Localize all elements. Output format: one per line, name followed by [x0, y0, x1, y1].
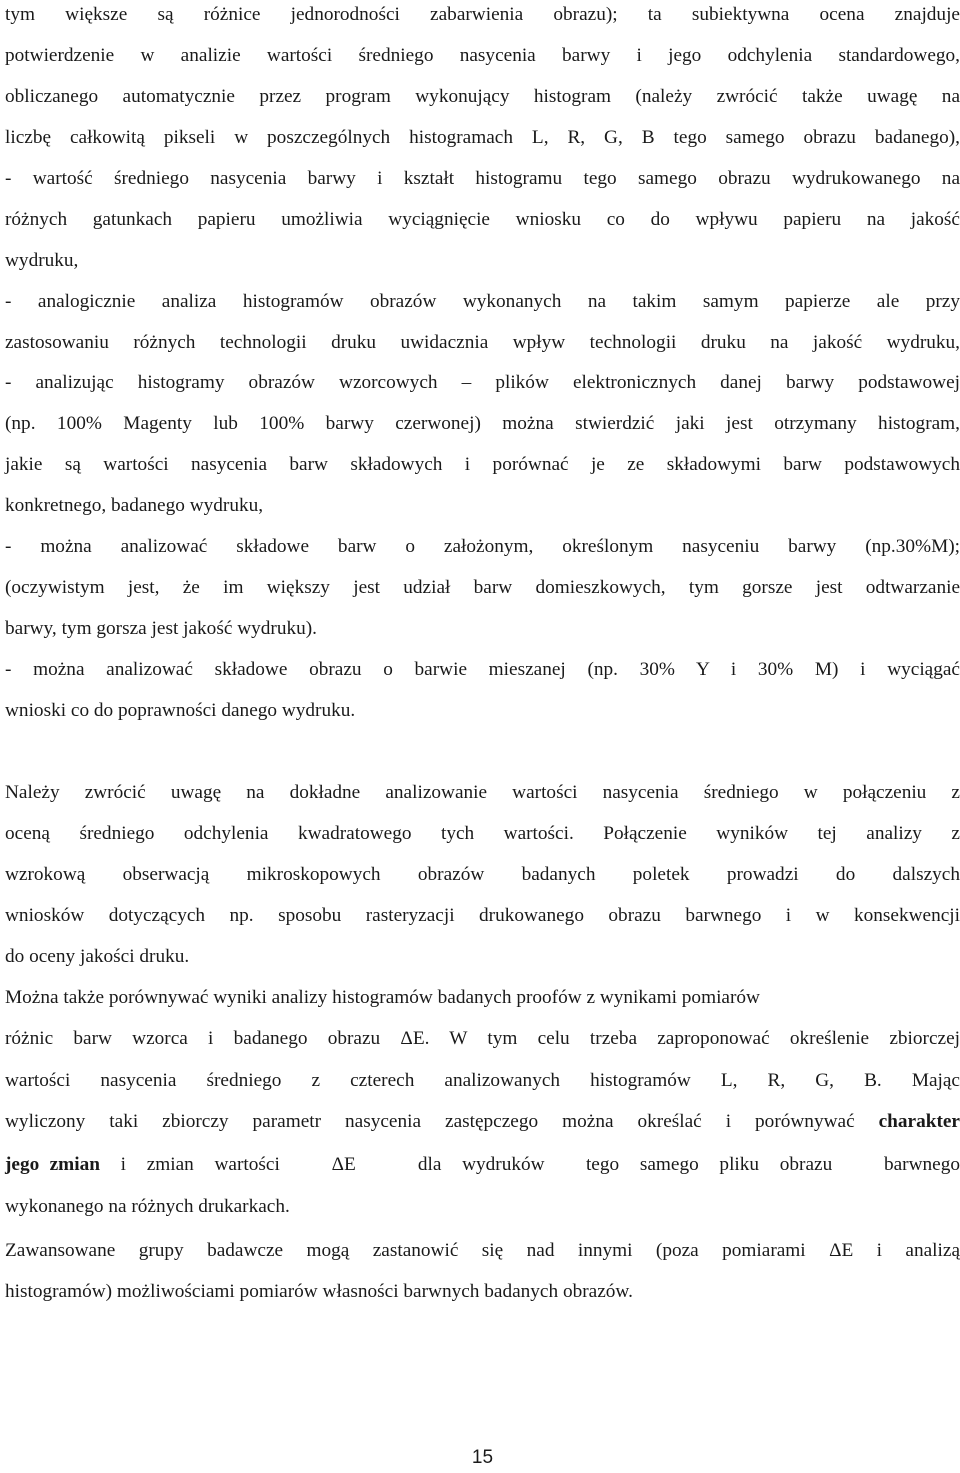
paragraph-line: konkretnego, badanego wydruku, [5, 495, 264, 516]
bold-text: charakter [878, 1111, 960, 1132]
paragraph-line: tym większe są różnice jednorodności zabarwienia obrazu); ta subiektywna ocena znajduje [5, 4, 960, 25]
paragraph-line: - analizując histogramy obrazów wzorcowych – plików elektronicznych danej barwy podstawowej [5, 372, 960, 393]
paragraph-line: (np. 100% Magenty lub 100% barwy czerwonej) można stwierdzić jaki jest otrzymany histogram, [5, 413, 960, 434]
paragraph-line: różnych gatunkach papieru umożliwia wyciągnięcie wniosku co do wpływu papieru na jakość [5, 209, 960, 230]
paragraph-line: różnic barw wzorca i badanego obrazu ΔE. W tym celu trzeba zaproponować określenie zbiorczej [5, 1028, 960, 1049]
paragraph-line-text: i zmian wartości ΔE dla wydruków tego samego pliku obrazu barwnego [99, 1154, 960, 1175]
paragraph-line: Należy zwrócić uwagę na dokładne analizowanie wartości nasycenia średniego w połączeniu z [5, 782, 960, 803]
paragraph-line: do oceny jakości druku. [5, 946, 190, 967]
paragraph-line: barwy, tym gorsza jest jakość wydruku). [5, 618, 317, 639]
document-page [5, 0, 960, 1470]
paragraph-line: histogramów) możliwościami pomiarów własności barwnych badanych obrazów. [5, 1281, 633, 1302]
paragraph-line: wniosków dotyczących np. sposobu rasteryzacji drukowanego obrazu barwnego i w konsekwencji [5, 905, 960, 926]
page-number: 15 [471, 1447, 494, 1468]
paragraph-line: wartości nasycenia średniego z czterech analizowanych histogramów L, R, G, B. Mając [5, 1070, 960, 1091]
paragraph-line: (oczywistym jest, że im większy jest udział barw domieszkowych, tym gorsze jest odtwarzanie [5, 577, 960, 598]
paragraph-line: wnioski co do poprawności danego wydruku. [5, 700, 356, 721]
paragraph-line: obliczanego automatycznie przez program wykonujący histogram (należy zwrócić także uwagę na [5, 86, 960, 107]
paragraph-line-text: wyliczony taki zbiorczy parametr nasycenia zastępczego można określać i porównywać [5, 1111, 855, 1132]
paragraph-line: jakie są wartości nasycenia barw składowych i porównać je ze składowymi barw podstawowych [5, 454, 960, 475]
paragraph-line: - analogicznie analiza histogramów obrazów wykonanych na takim samym papierze ale przy [5, 291, 960, 312]
bold-text: jego zmian [5, 1154, 100, 1175]
paragraph-line [5, 1150, 960, 1180]
paragraph-line: Zawansowane grupy badawcze mogą zastanowić się nad innymi (poza pomiarami ΔE i analizą [5, 1240, 960, 1261]
paragraph-line: oceną średniego odchylenia kwadratowego tych wartości. Połączenie wyników tej analizy z [5, 823, 960, 844]
paragraph-line: - można analizować składowe barw o założonym, określonym nasyceniu barwy (np.30%M); [5, 536, 960, 557]
paragraph-line: liczbę całkowitą pikseli w poszczególnych histogramach L, R, G, B tego samego obrazu badanego), [5, 127, 960, 148]
paragraph-line: zastosowaniu różnych technologii druku uwidacznia wpływ technologii druku na jakość wydruku, [5, 332, 960, 353]
paragraph-line: - można analizować składowe obrazu o barwie mieszanej (np. 30% Y i 30% M) i wyciągać [5, 659, 960, 680]
paragraph-line: wydruku, [5, 250, 79, 271]
paragraph-line: Można także porównywać wyniki analizy histogramów badanych proofów z wynikami pomiarów [5, 987, 760, 1008]
paragraph-line: wykonanego na różnych drukarkach. [5, 1196, 290, 1217]
paragraph-line: - wartość średniego nasycenia barwy i kształt histogramu tego samego obrazu wydrukowanego na [5, 168, 960, 189]
paragraph-line: potwierdzenie w analizie wartości średniego nasycenia barwy i jego odchylenia standardowego, [5, 45, 960, 66]
paragraph-line: wzrokową obserwacją mikroskopowych obrazów badanych poletek prowadzi do dalszych [5, 864, 960, 885]
paragraph-line [5, 1107, 960, 1137]
